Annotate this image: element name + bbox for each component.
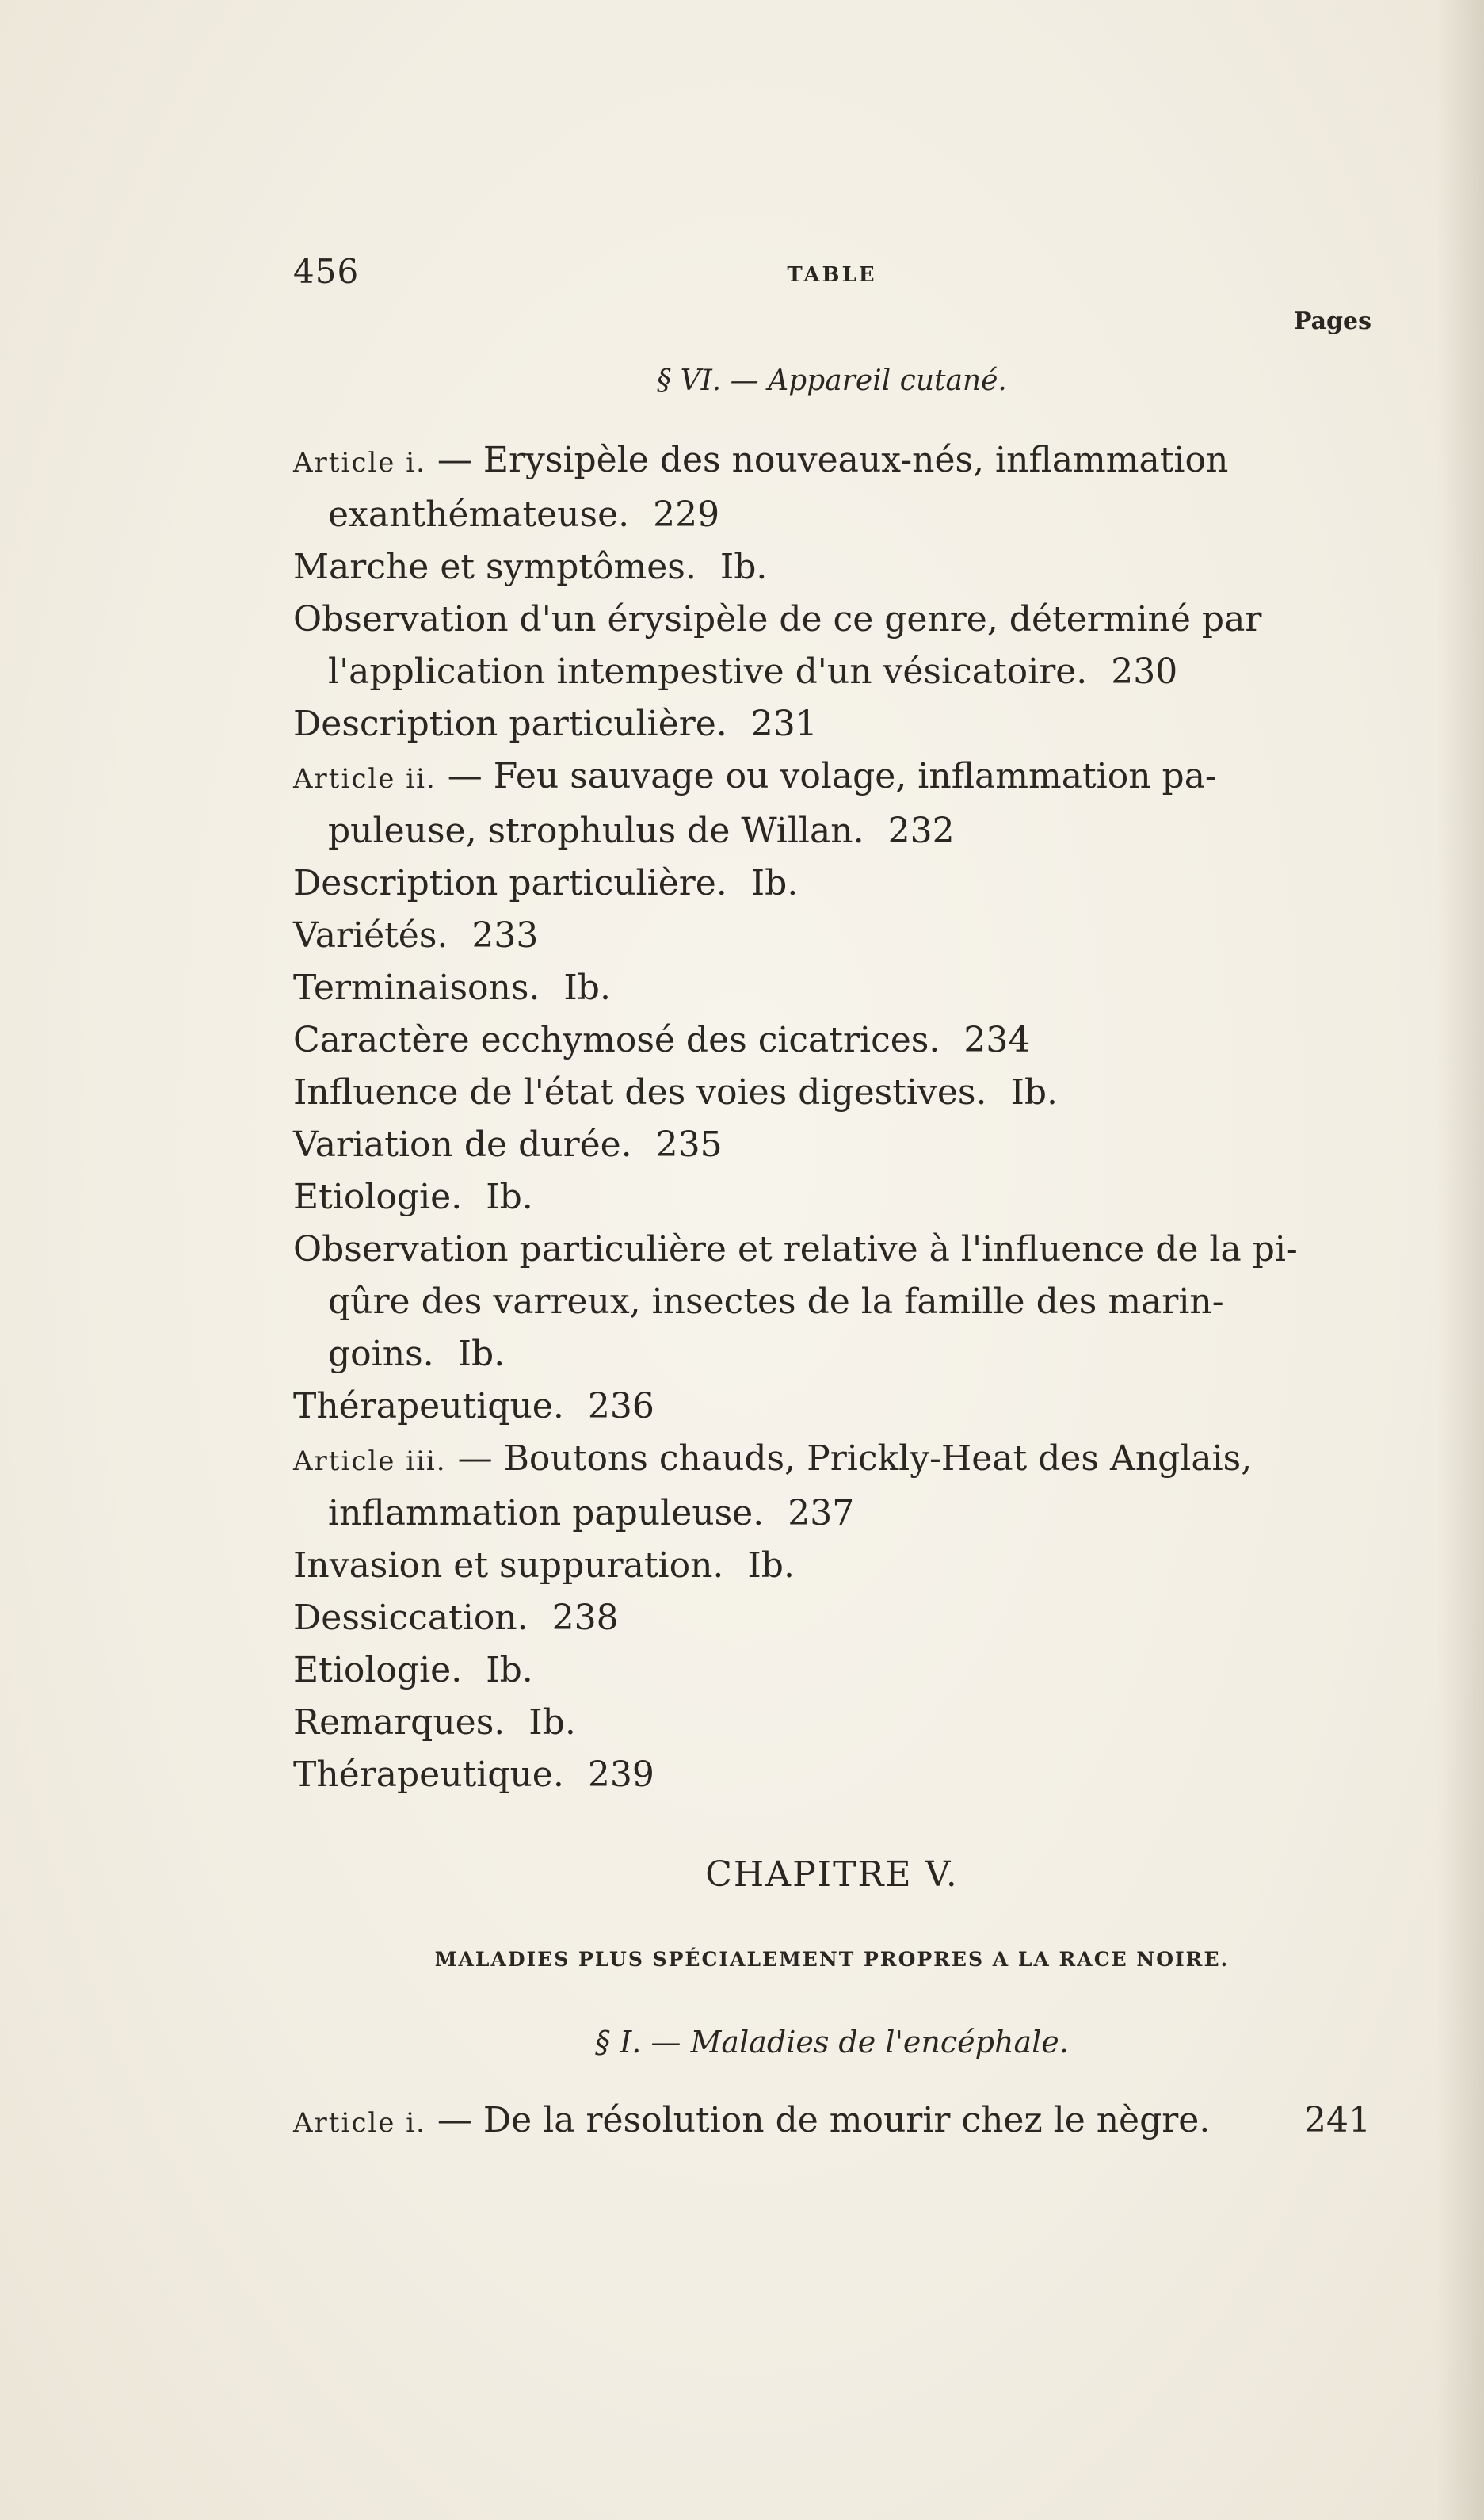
page-reference: Ib.: [563, 968, 611, 1008]
toc-entry: [293, 1014, 1371, 1067]
entry-line: [293, 594, 1371, 646]
entry-line: [293, 1380, 1371, 1433]
page-reference: 230: [1111, 651, 1178, 692]
entry-title: [293, 756, 1217, 796]
page-reference: 237: [788, 1493, 855, 1533]
entry-title: [328, 1493, 764, 1533]
page-reference: 231: [750, 704, 818, 744]
entry-line: [293, 1433, 1371, 1487]
entry-text: Marche et symptômes.: [293, 547, 696, 587]
entry-text: Etiologie.: [293, 1177, 463, 1217]
entry-text: Etiologie.: [293, 1650, 463, 1690]
entry-text: Remarques.: [293, 1702, 505, 1743]
page-reference: 236: [587, 1386, 654, 1426]
entry-title: [293, 2100, 1210, 2140]
entry-text: Description particulière.: [293, 863, 727, 903]
entry-title: [293, 1438, 1252, 1479]
page-reference: Ib.: [486, 1177, 533, 1217]
entry-title: [293, 915, 448, 956]
toc-entry: [293, 962, 1371, 1014]
entry-title: [293, 1545, 723, 1586]
toc-entry: [293, 1224, 1371, 1380]
entry-text: l'application intempestive d'un vésicatoire.: [328, 651, 1088, 692]
entry-title: [293, 1229, 1298, 1270]
entry-line: [293, 1592, 1371, 1644]
entry-line: [293, 1644, 1371, 1697]
entry-line: [293, 1171, 1371, 1224]
entry-text: qûre des varreux, insectes de la famille des marin-: [328, 1281, 1224, 1322]
header-title: TABLE: [787, 263, 877, 287]
entry-text: puleuse, strophulus de Willan.: [328, 811, 864, 851]
entry-line: [293, 857, 1371, 910]
entry-line: [293, 1487, 1371, 1540]
entry-line: [293, 1224, 1371, 1276]
table-of-contents: [293, 434, 1371, 1801]
entry-text: — Erysipèle des nouveaux-nés, inflammation: [425, 440, 1229, 480]
page-number: 456: [293, 252, 360, 291]
entry-title: [293, 704, 727, 744]
entry-title: [293, 1702, 505, 1743]
toc-entry: [293, 434, 1371, 541]
entry-title: [328, 811, 864, 851]
page-reference: Ib.: [750, 863, 799, 903]
toc-entry: [293, 1067, 1371, 1119]
toc-entry: [293, 2100, 1371, 2140]
entry-title: [293, 1386, 564, 1426]
entry-line: [293, 1749, 1371, 1801]
entry-text: Variation de durée.: [293, 1124, 632, 1165]
page-edge-shadow: [1436, 0, 1484, 2520]
toc-entry: [293, 857, 1371, 910]
toc-entry: [293, 1749, 1371, 1801]
entry-text: — De la résolution de mourir chez le nègre.: [425, 2100, 1211, 2140]
entry-text: goins.: [328, 1334, 434, 1374]
toc-entry: [293, 1380, 1371, 1433]
entry-title: [293, 1754, 564, 1795]
chapter-title: CHAPITRE V.: [705, 1854, 959, 1895]
running-head: [293, 252, 1371, 300]
entry-line: [293, 646, 1371, 698]
entry-title: [293, 1124, 632, 1165]
entry-text: Caractère ecchymosé des cicatrices.: [293, 1020, 940, 1060]
section-heading: § I. — Maladies de l'encéphale.: [595, 2025, 1069, 2060]
entry-text: Terminaisons.: [293, 968, 540, 1008]
entry-line: [293, 1119, 1371, 1171]
toc-entry: [293, 1171, 1371, 1224]
toc-entry: [293, 541, 1371, 594]
entry-text: Observation particulière et relative à l'influence de la pi-: [293, 1229, 1298, 1270]
toc-entry: [293, 1540, 1371, 1592]
entry-text: Dessiccation.: [293, 1598, 528, 1638]
entry-title: [293, 599, 1261, 640]
toc-entry: [293, 1433, 1371, 1540]
entry-line: [293, 910, 1371, 962]
page-reference: 232: [887, 811, 955, 851]
page-reference: 235: [655, 1124, 723, 1165]
toc-entry: [293, 698, 1371, 750]
page-reference: 229: [653, 494, 720, 535]
entry-title: [293, 1177, 462, 1217]
entry-text: Thérapeutique.: [293, 1386, 564, 1426]
entry-text: — Boutons chauds, Prickly-Heat des Anglais,: [446, 1438, 1253, 1479]
entry-line: [293, 1067, 1371, 1119]
entry-line: [293, 1697, 1371, 1749]
entry-title: [328, 1281, 1224, 1322]
page-reference: Ib.: [747, 1545, 795, 1586]
entry-title: [328, 651, 1087, 692]
page-reference: Ib.: [1010, 1072, 1059, 1113]
entry-line: [293, 541, 1371, 594]
chapter-subtitle: MALADIES PLUS SPÉCIALEMENT PROPRES A LA RACE NOIRE.: [434, 1948, 1230, 1971]
page-reference: Ib.: [457, 1334, 505, 1374]
entry-line: [293, 962, 1371, 1014]
entry-title: [328, 1334, 434, 1374]
toc-entry: [293, 594, 1371, 698]
entry-title: [293, 1598, 528, 1638]
toc-entry: [293, 1697, 1371, 1749]
entry-line: [293, 1014, 1371, 1067]
entry-line: [293, 1540, 1371, 1592]
entry-title: [293, 1020, 940, 1060]
entry-text: Invasion et suppuration.: [293, 1545, 724, 1586]
entry-title: [293, 1650, 462, 1690]
page-reference: 233: [471, 915, 539, 956]
pages-column-label: Pages: [1293, 307, 1371, 335]
entry-text: Observation d'un érysipèle de ce genre, déterminé par: [293, 599, 1262, 640]
entry-text: exanthémateuse.: [328, 494, 630, 535]
entry-title: [293, 968, 540, 1008]
page-reference: 234: [963, 1020, 1031, 1060]
entry-line: [293, 805, 1371, 857]
entry-title: [293, 1072, 986, 1113]
entry-title: [293, 863, 727, 903]
toc-entry: [293, 910, 1371, 962]
entry-title: [293, 440, 1228, 480]
article-label: Article i.: [293, 2107, 426, 2139]
section-heading: § VI. — Appareil cutané.: [657, 365, 1007, 397]
article-label: Article i.: [293, 447, 426, 479]
page-reference: Ib.: [528, 1702, 576, 1743]
entry-line: [293, 750, 1371, 805]
entry-title: [293, 547, 696, 587]
toc-entry: [293, 1644, 1371, 1697]
entry-line: [293, 1276, 1371, 1328]
article-label: Article ii.: [293, 763, 437, 795]
article-label: Article iii.: [293, 1445, 447, 1477]
page-reference: 239: [587, 1754, 654, 1795]
toc-entry: [293, 750, 1371, 857]
entry-line: [293, 1328, 1371, 1380]
entry-text: Description particulière.: [293, 704, 727, 744]
entry-title: [328, 494, 629, 535]
page-reference: 241: [1304, 2100, 1371, 2140]
page-reference: Ib.: [719, 547, 768, 587]
entry-line: [293, 489, 1371, 541]
entry-text: inflammation papuleuse.: [328, 1493, 765, 1533]
entry-text: Influence de l'état des voies digestives.: [293, 1072, 987, 1113]
entry-line: [293, 434, 1371, 489]
entry-line: [293, 698, 1371, 750]
entry-text: Variétés.: [293, 915, 448, 956]
entry-text: — Feu sauvage ou volage, inflammation pa-: [436, 756, 1217, 796]
page-reference: 238: [551, 1598, 619, 1638]
entry-text: Thérapeutique.: [293, 1754, 564, 1795]
page-reference: Ib.: [486, 1650, 533, 1690]
toc-entry: [293, 1119, 1371, 1171]
toc-entry: [293, 1592, 1371, 1644]
